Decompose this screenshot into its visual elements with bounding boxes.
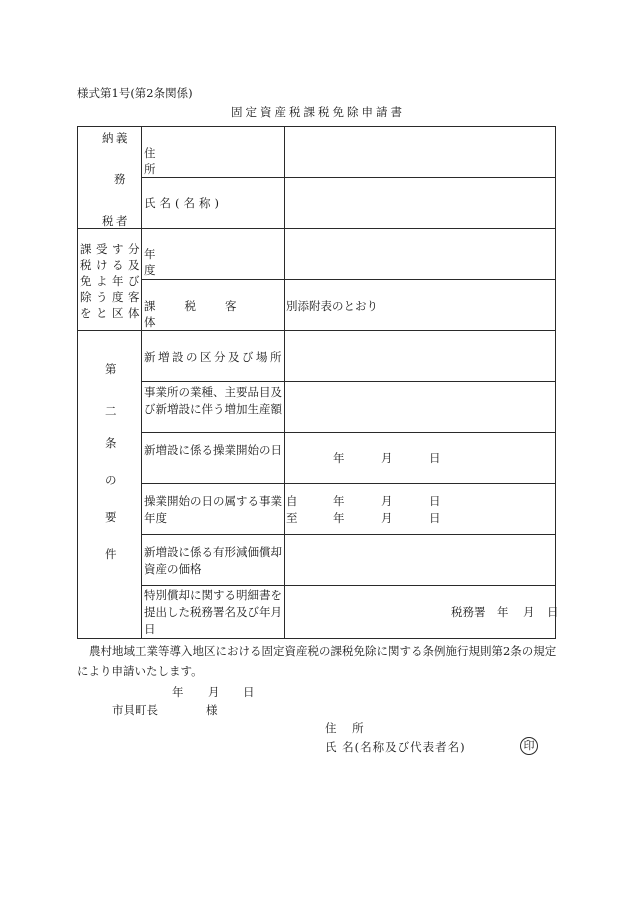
item-2-label: 事業所の業種、主要品目及び新増設に伴う増加生産額 — [144, 385, 282, 416]
item-3-label: 新増設に係る操業開始の日 — [144, 443, 282, 457]
applicant-address-label: 住 所 — [325, 721, 370, 735]
article2-label-4: の — [105, 473, 117, 487]
article2-group-label — [78, 331, 142, 639]
item-1-label-cell — [142, 331, 285, 382]
item-6-month-mark: 月 — [523, 605, 535, 619]
item-4-label-cell — [142, 484, 285, 535]
exemption-label-grid — [80, 241, 140, 320]
item-3-value-cell[interactable] — [285, 433, 556, 484]
item-2-value-cell[interactable] — [285, 382, 556, 433]
year-label-cell — [142, 229, 285, 280]
item-4-to-mark: 至 — [286, 511, 298, 525]
article2-label-6: 件 — [105, 547, 117, 561]
object-value: 別添附表のとおり — [286, 299, 378, 313]
article2-label-3: 条 — [105, 436, 117, 450]
item-3-month-mark: 月 — [381, 451, 393, 465]
item-3-day-mark: 日 — [429, 451, 441, 465]
item-6-label: 特別償却に関する明細書を提出した税務署名及び年月日 — [144, 588, 282, 636]
item-3-label-cell — [142, 433, 285, 484]
exemption-label-col-4: 分 及 び 客 体 — [128, 242, 140, 320]
date-year-mark: 年 — [172, 685, 184, 699]
item-4-to-year-mark: 年 — [333, 511, 345, 525]
exemption-label-col-3: す る 年 度 区 — [112, 242, 124, 320]
form-code: 様式第1号(第2条関係) — [77, 86, 193, 100]
seal-mark-icon: 印 — [520, 737, 538, 755]
item-3-year-mark: 年 — [333, 451, 345, 465]
item-5-value-cell[interactable] — [285, 535, 556, 586]
name-label: 氏名(名称) — [144, 196, 223, 210]
item-6-year-mark: 年 — [497, 605, 509, 619]
item-2-label-cell — [142, 382, 285, 433]
year-value-cell[interactable] — [285, 229, 556, 280]
item-4-label: 操業開始の日の属する事業年度 — [144, 494, 282, 525]
honorific: 様 — [206, 703, 218, 717]
item-4-from-day-mark: 日 — [429, 494, 441, 508]
item-4-from-mark: 自 — [286, 494, 298, 508]
item-4-value-cell[interactable] — [285, 484, 556, 535]
taxpayer-label-2: 義 — [116, 131, 128, 145]
object-value-cell[interactable] — [285, 280, 556, 331]
item-4-to-month-mark: 月 — [381, 511, 393, 525]
item-6-day-mark: 日 — [547, 605, 559, 619]
date-day-mark: 日 — [243, 685, 255, 699]
item-6-label-cell — [142, 586, 285, 639]
item-4-from-month-mark: 月 — [381, 494, 393, 508]
item-4-from-year-mark: 年 — [333, 494, 345, 508]
exemption-label-col-2: 受 け よ う と — [96, 242, 108, 320]
address-label-cell — [142, 127, 285, 178]
taxpayer-group-label — [78, 127, 142, 229]
item-1-label: 新増設の区分及び場所 — [144, 350, 284, 364]
year-label: 年度 — [144, 247, 274, 277]
article2-label-5: 要 — [105, 510, 117, 524]
item-4-to-day-mark: 日 — [429, 511, 441, 525]
item-6-office-suffix: 税務署 — [451, 605, 486, 619]
date-month-mark: 月 — [208, 685, 220, 699]
item-5-label-cell — [142, 535, 285, 586]
exemption-label-col-1: 課 税 免 除 を — [80, 242, 92, 320]
form-title: 固定資産税課税免除申請書 — [231, 105, 405, 119]
taxpayer-label-1: 納 — [102, 131, 117, 145]
name-value-cell[interactable] — [285, 178, 556, 229]
exemption-group-label — [78, 229, 142, 331]
article2-label-2: 二 — [105, 404, 117, 418]
taxpayer-label-5: 者 — [116, 214, 128, 228]
addressee: 市貝町長 — [112, 703, 158, 717]
object-label: 課税客体 — [144, 299, 266, 329]
applicant-name-label: 氏 名(名称及び代表者名) — [325, 740, 466, 754]
taxpayer-label-3: 務 — [114, 172, 126, 186]
name-label-cell — [142, 178, 285, 229]
address-value-cell[interactable] — [285, 127, 556, 178]
object-label-cell — [142, 280, 285, 331]
declaration-text: 農村地域工業等導入地区における固定資産税の課税免除に関する条例施行規則第2条の規定により申請いたします。 — [77, 644, 557, 678]
application-table — [77, 126, 559, 639]
item-6-value-cell[interactable] — [285, 586, 559, 639]
item-5-label: 新増設に係る有形減価償却資産の価格 — [144, 545, 282, 576]
taxpayer-label-4: 税 — [102, 214, 114, 228]
article2-label-1: 第 — [105, 362, 117, 376]
address-label: 住所 — [144, 146, 272, 176]
item-1-value-cell[interactable] — [285, 331, 556, 382]
